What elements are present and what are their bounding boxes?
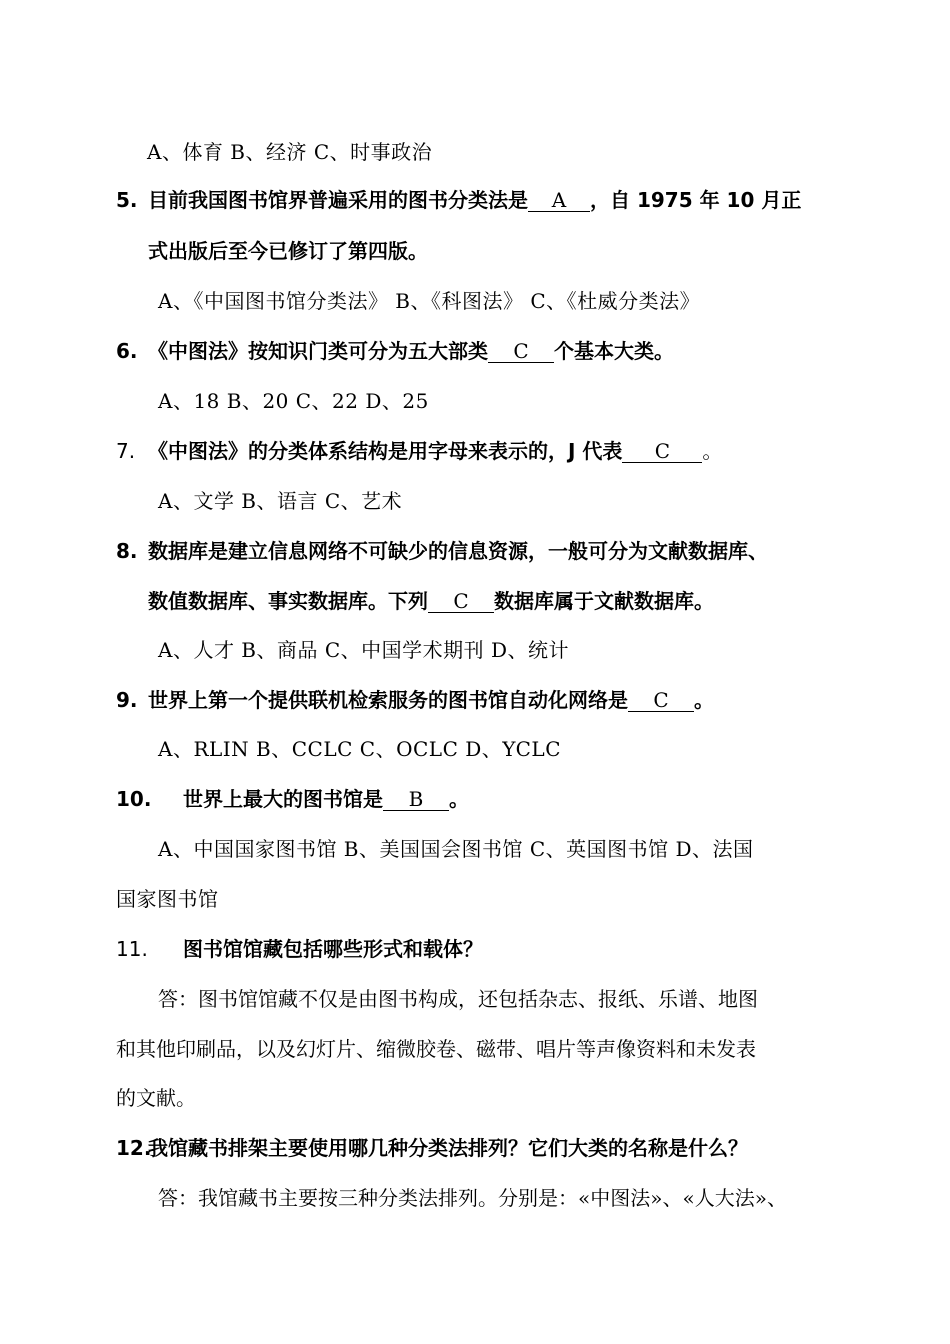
q6-number: 6. xyxy=(116,339,138,363)
question-12 xyxy=(116,1135,748,1161)
q10-options-cont: 国家图书馆 xyxy=(116,887,219,911)
q6-text-tail: 个基本大类。 xyxy=(554,339,674,363)
q9-options: A、RLIN B、CCLC C、OCLC D、YCLC xyxy=(158,737,562,761)
q11-answer-line-2: 和其他印刷品，以及幻灯片、缩微胶卷、磁带、唱片等声像资料和未发表 xyxy=(116,1037,756,1061)
q6-options: A、18 B、20 C、22 D、25 xyxy=(158,389,429,413)
q8-options: A、人才 B、商品 C、中国学术期刊 D、统计 xyxy=(158,638,570,662)
q8-text-2: 数值数据库、事实数据库。下列 xyxy=(148,589,428,613)
q5-number: 5. xyxy=(116,188,138,212)
q9-number: 9. xyxy=(116,688,138,712)
q5-answer-blank: A xyxy=(528,189,590,212)
q10-options: A、中国国家图书馆 B、美国国会图书馆 C、英国图书馆 D、法国 xyxy=(158,837,754,861)
q7-number: 7. xyxy=(116,439,136,463)
q10-text-tail: 。 xyxy=(449,787,469,811)
q7-text-tail: 。 xyxy=(702,439,723,463)
q5-line-2: 式出版后至今已修订了第四版。 xyxy=(148,239,428,263)
q10-text: 世界上最大的图书馆是 xyxy=(183,787,383,811)
q7-answer-blank: C xyxy=(622,440,702,463)
q11-number: 11. xyxy=(116,937,148,961)
q11-text: 图书馆馆藏包括哪些形式和载体？ xyxy=(183,937,483,961)
q9-answer-blank: C xyxy=(628,689,694,712)
q11-answer-line-3: 的文献。 xyxy=(116,1086,196,1110)
q8-text: 数据库是建立信息网络不可缺少的信息资源，一般可分为文献数据库、 xyxy=(148,539,768,563)
question-11 xyxy=(116,936,483,962)
q6-text: 《中图法》按知识门类可分为五大部类 xyxy=(148,339,488,363)
q11-answer-line-1: 答：图书馆馆藏不仅是由图书构成，还包括杂志、报纸、乐谱、地图 xyxy=(158,987,758,1011)
q10-answer-blank: B xyxy=(383,788,449,811)
q12-number: 12. xyxy=(116,1136,152,1160)
question-6 xyxy=(116,338,674,364)
question-8 xyxy=(116,538,768,564)
q9-text-tail: 。 xyxy=(694,688,714,712)
q5-text: 目前我国图书馆界普遍采用的图书分类法是 xyxy=(148,188,528,212)
q12-answer-line-1: 答：我馆藏书主要按三种分类法排列。分别是：«中图法»、«人大法»、 xyxy=(158,1186,787,1210)
q12-text: 我馆藏书排架主要使用哪几种分类法排列？它们大类的名称是什么？ xyxy=(148,1136,748,1160)
q6-answer-blank: C xyxy=(488,340,554,363)
q9-text: 世界上第一个提供联机检索服务的图书馆自动化网络是 xyxy=(148,688,628,712)
question-10 xyxy=(116,786,469,812)
q5-text-tail: ，自 1975 年 10 月正 xyxy=(590,188,802,212)
q4-options: A、体育 B、经济 C、时事政治 xyxy=(147,140,433,164)
question-5 xyxy=(116,187,801,213)
q8-text-tail: 数据库属于文献数据库。 xyxy=(494,589,714,613)
question-9 xyxy=(116,687,714,713)
q7-text: 《中图法》的分类体系结构是用字母来表示的，J 代表 xyxy=(148,439,623,463)
question-7 xyxy=(116,438,722,464)
q7-options: A、文学 B、语言 C、艺术 xyxy=(158,489,403,513)
q8-answer-blank: C xyxy=(428,590,494,613)
q8-number: 8. xyxy=(116,539,138,563)
q5-options: A、《中国图书馆分类法》 B、《科图法》 C、《杜威分类法》 xyxy=(158,289,701,313)
q10-number: 10. xyxy=(116,787,152,811)
q8-line-2 xyxy=(148,588,714,614)
